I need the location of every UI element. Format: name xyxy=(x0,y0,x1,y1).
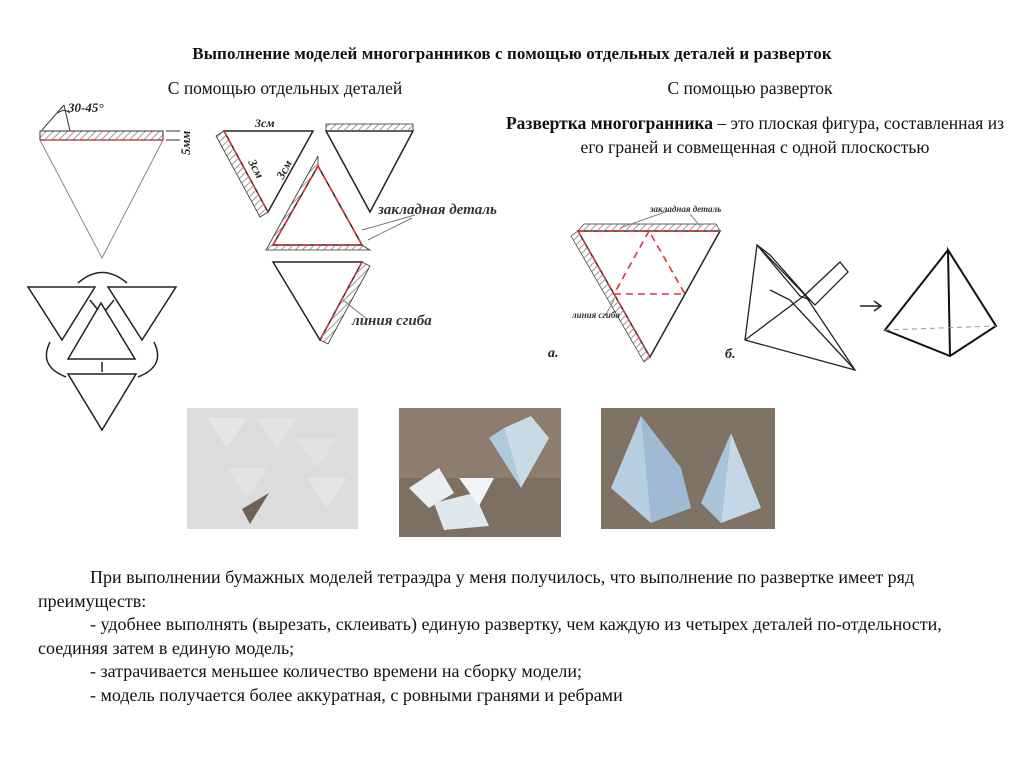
conclusion-item-1: - удобнее выполнять (вырезать, склеивать) единую развертку, чем каждую из четырех деталей по-отдельности, соединяя затем в единую модель; xyxy=(38,614,942,658)
conclusion-text xyxy=(38,566,993,707)
fig-a-label: а. xyxy=(548,346,559,361)
definition-body: – это плоская фигура, составленная из его граней и совмещенная с одной плоскостью xyxy=(580,113,1004,157)
tetrahedron-diagram xyxy=(885,250,996,356)
angle-label: 30-45° xyxy=(68,100,104,115)
thickness-label: 5мм xyxy=(178,130,193,155)
net-diagram-a xyxy=(548,204,721,362)
definition-term: Развертка многогранника xyxy=(505,113,713,133)
side-label-1: 3см xyxy=(255,116,275,130)
insert-part-label: закладная деталь xyxy=(378,202,497,218)
conclusion-intro: При выполнении бумажных моделей тетраэдра у меня получилось, что выполнение по развертке имеет ряд преимуществ: xyxy=(38,567,915,611)
conclusion-item-2: - затрачивается меньшее количество времени на сборку модели; xyxy=(90,661,583,681)
four-triangles-diagram xyxy=(28,273,176,431)
photo-paper-tetrahedra xyxy=(399,408,561,537)
photo-blue-tetrahedra xyxy=(601,408,775,529)
left-heading: С помощью отдельных деталей xyxy=(167,78,403,98)
side-label-2: 3см xyxy=(245,156,267,181)
fold-line-small-label: линия сгиба xyxy=(572,310,620,320)
fold-line-label: линия сгиба xyxy=(352,313,432,329)
arrow-right-icon xyxy=(860,301,881,311)
fig-b-label: б. xyxy=(725,347,736,362)
single-piece-diagram xyxy=(40,100,193,258)
insert-part-small-label: закладная деталь xyxy=(650,204,722,214)
side-label-3: 3см xyxy=(273,157,295,182)
net-diagram-b xyxy=(725,245,855,370)
right-heading: С помощью разверток xyxy=(667,78,833,98)
photo-paper-triangles xyxy=(187,408,358,529)
pieces-with-inserts-diagram xyxy=(216,116,497,344)
conclusion-item-3: - модель получается более аккуратная, с ровными гранями и ребрами xyxy=(90,684,623,705)
slide-title: Выполнение моделей многогранников с помощью отдельных деталей и разверток xyxy=(192,44,832,63)
